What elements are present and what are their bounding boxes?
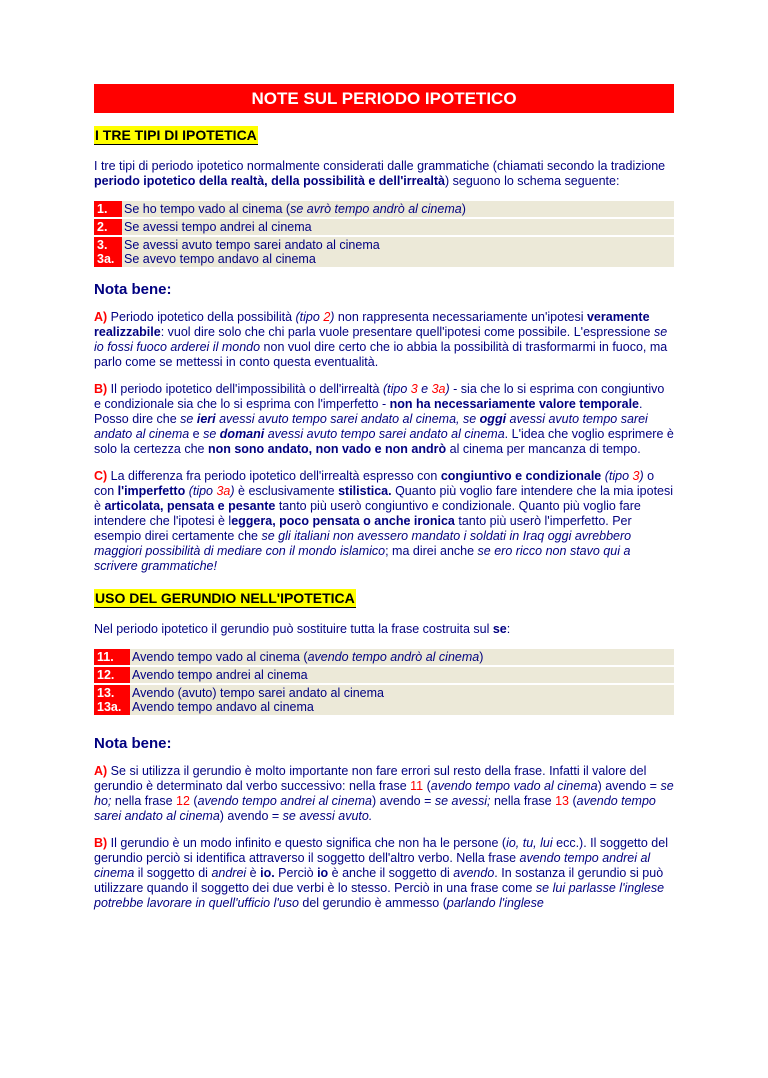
table-row xyxy=(94,649,674,665)
table-row xyxy=(94,219,674,235)
example-number: 13. 13a. xyxy=(94,685,130,715)
page-title: NOTE SUL PERIODO IPOTETICO xyxy=(94,84,674,113)
example-text: Se avessi avuto tempo sarei andato al cinema Se avevo tempo andavo al cinema xyxy=(122,237,674,267)
example-number: 3. 3a. xyxy=(94,237,122,267)
section-heading-text: I TRE TIPI DI IPOTETICA xyxy=(95,127,257,143)
section-heading-gerundio xyxy=(94,590,674,606)
nota-bene-heading: Nota bene: xyxy=(94,735,172,752)
note-a-gerundio: A) Se si utilizza il gerundio è molto importante non fare errori sul resto della frase. Infatti il valore del gerundio è determinato dal verbo successivo: nella frase 11 (avendo tempo vado al cinema) avendo = se ho; nella frase 12 (avendo tempo andrei al cinema) avendo = se avessi; nella frase 13 (avendo tempo sarei andato al cinema) avendo = se avessi avuto. xyxy=(94,764,674,823)
table-row xyxy=(94,685,674,715)
examples-table-1 xyxy=(94,199,674,269)
note-b: B) Il periodo ipotetico dell'impossibilità o dell'irrealtà (tipo 3 e 3a) - sia che lo si esprima con congiuntivo e condizionale sia che lo si esprima con l'imperfetto - non ha necessariamente valore temporale. Posso dire che se ieri avessi avuto tempo sarei andato al cinema, se oggi avessi avuto tempo sarei andato al cinema e se domani avessi avuto tempo sarei andato al cinema. L'idea che voglio esprimere è solo la certezza che non sono andato, non vado e non andrò al cinema per mancanza di tempo. xyxy=(94,382,674,456)
example-number: 2. xyxy=(94,219,122,235)
table-row xyxy=(94,667,674,683)
example-text: Avendo tempo vado al cinema (avendo tempo andrò al cinema) xyxy=(130,649,674,665)
note-c: C) La differenza fra periodo ipotetico dell'irrealtà espresso con congiuntivo e condizionale (tipo 3) o con l'imperfetto (tipo 3a) è esclusivamente stilistica. Quanto più voglio fare intendere che la mia ipotesi è articolata, pensata e pesante tanto più userò congiuntivo e condizionale. Quanto più voglio fare intendere che l'ipotesi è leggera, poco pensata o anche ironica tanto più userò l'imperfetto. Per esempio direi certamente che se gli italiani non avessero mandato i soldati in Iraq oggi avrebbero maggiori possibilità di mediare con il mondo islamico; ma direi anche se ero ricco non stavo qui a scrivere grammatiche! xyxy=(94,469,674,573)
note-a: A) Periodo ipotetico della possibilità (tipo 2) non rappresenta necessariamente un'ipotesi veramente realizzabile: vuol dire solo che chi parla vuole presentare quell'ipotesi come possibile. L'espressione se io fossi fuoco arderei il mondo non vuol dire certo che io abbia la possibilità di trasformarmi in fuoco, ma parlo come se mettessi in conto questa eventualità. xyxy=(94,310,668,369)
example-text: Avendo tempo andrei al cinema xyxy=(130,667,674,683)
section2-intro: Nel periodo ipotetico il gerundio può sostituire tutta la frase costruita sul se: xyxy=(94,622,511,636)
example-number: 11. xyxy=(94,649,130,665)
section-heading-tipi xyxy=(94,127,674,143)
nota-bene-heading: Nota bene: xyxy=(94,281,172,298)
table-row xyxy=(94,237,674,267)
section1-intro: I tre tipi di periodo ipotetico normalmente considerati dalle grammatiche (chiamati secondo la tradizione periodo ipotetico della realtà, della possibilità e dell'irrealtà) seguono lo schema seguente: xyxy=(94,159,666,188)
example-text: Avendo (avuto) tempo sarei andato al cinema Avendo tempo andavo al cinema xyxy=(130,685,674,715)
example-text: Se ho tempo vado al cinema (se avrò tempo andrò al cinema) xyxy=(122,201,674,217)
example-number: 1. xyxy=(94,201,122,217)
document xyxy=(0,84,768,911)
example-number: 12. xyxy=(94,667,130,683)
examples-table-2 xyxy=(94,647,674,717)
table-row xyxy=(94,201,674,217)
section-heading-text: USO DEL GERUNDIO NELL'IPOTETICA xyxy=(95,590,355,606)
note-b-gerundio: B) Il gerundio è un modo infinito e questo significa che non ha le persone (io, tu, lui ecc.). Il soggetto del gerundio perciò si identifica attraverso il soggetto dell'altro verbo. Nella frase avendo tempo andrei al cinema il soggetto di andrei è io. Perciò io è anche il soggetto di avendo. In sostanza il gerundio si può utilizzare quando il soggetto dei due verbi è lo stesso. Perciò in una frase come se lui parlasse l'inglese potrebbe lavorare in quell'ufficio l'uso del gerundio è ammesso (parlando l'inglese xyxy=(94,836,668,910)
example-text: Se avessi tempo andrei al cinema xyxy=(122,219,674,235)
